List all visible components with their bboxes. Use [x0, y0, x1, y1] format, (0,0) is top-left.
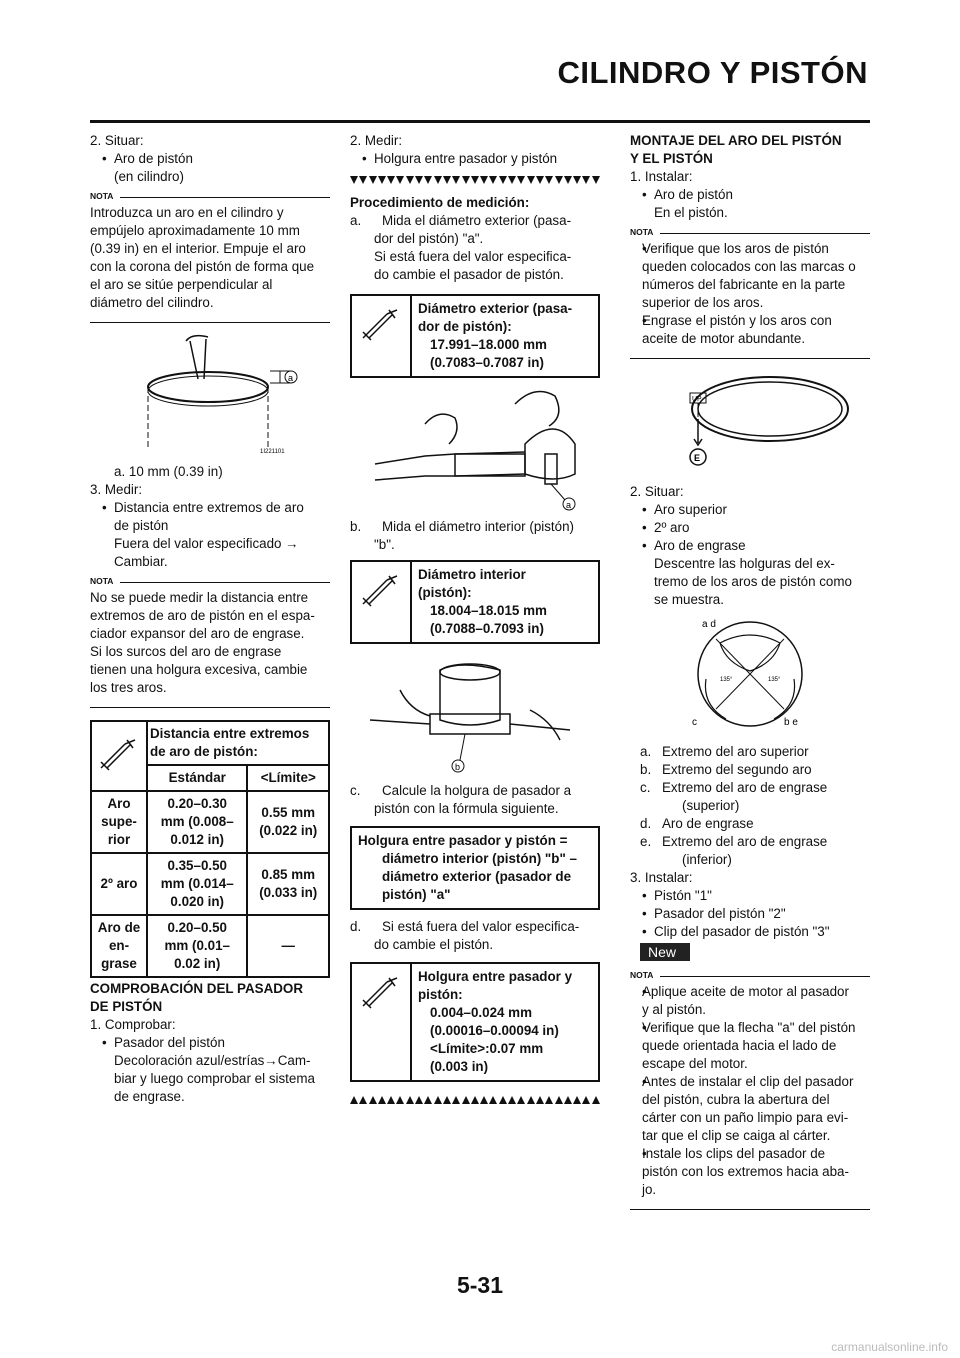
- list-item: • Pasador del pistón: [90, 1034, 330, 1052]
- step-a-cont: do cambie el pasador de pistón.: [374, 267, 564, 282]
- list-item: • Holgura entre pasador y pistón: [350, 150, 600, 168]
- nota-bullet-cont: pistón con los extremos hacia aba-: [642, 1164, 849, 1179]
- nota-bullet: • Aplique aceite de motor al pasador: [630, 983, 870, 1001]
- column-1: [90, 130, 330, 1106]
- step-a: a. Mida el diámetro exterior (pasa-: [350, 213, 572, 228]
- step-a-cont: dor del pistón) "a".: [374, 231, 484, 246]
- list-item: • 2º aro: [630, 519, 870, 537]
- caption-d: d. Aro de engrase: [640, 816, 754, 831]
- step-d: d. Si está fuera del valor especifica-: [350, 919, 580, 934]
- caliper-icon: [97, 736, 141, 772]
- svg-text:135°: 135°: [720, 677, 733, 683]
- list-item: • Distancia entre extremos de aro: [90, 499, 330, 517]
- procedure-title: Procedimiento de medición:: [350, 195, 530, 210]
- nota-bullet-cont: escape del motor.: [642, 1056, 748, 1071]
- nota-header: NOTA: [90, 190, 330, 204]
- nota-rule: [90, 322, 330, 323]
- list-item-cont: Fuera del valor especificado →: [114, 536, 299, 551]
- list-item-cont: Descentre las holguras del ex-: [654, 556, 835, 571]
- table-title: Distancia entre extremos de aro de pistón:: [147, 721, 329, 765]
- list-item-cont: de pistón: [114, 518, 169, 533]
- spec-icon-cell: [91, 721, 147, 791]
- svg-text:135°: 135°: [768, 677, 781, 683]
- svg-text:UP: UP: [692, 396, 702, 403]
- nota-bullet-cont: quede orientada hacia el lado de: [642, 1038, 837, 1053]
- nota-bullet-cont: números del fabricante en la parte: [642, 277, 846, 292]
- page-number: 5-31: [456, 1272, 504, 1298]
- caliper-icon: [359, 572, 403, 608]
- nota-bullet: • Engrase el pistón y los aros con: [630, 312, 870, 330]
- list-item-cont: Cambiar.: [114, 554, 168, 569]
- list-item: • Aro de pistón: [90, 150, 330, 168]
- new-badge: New: [640, 943, 690, 961]
- nota-bullet-cont: y al pistón.: [642, 1002, 707, 1017]
- list-item: • Pasador del pistón "2": [630, 905, 870, 923]
- list-item: • Pistón "1": [630, 887, 870, 905]
- ring-end-gap-table: [90, 720, 330, 978]
- caption-e: e. Extremo del aro de engrase: [640, 834, 828, 849]
- nota-rule: [630, 358, 870, 359]
- spec-box-outer-diameter: Diámetro exterior (pasa- dor de pistón): 17.991–18.000 mm (0.7083–0.7087 in): [350, 294, 600, 378]
- nota-bullet-cont: tar que el clip se caiga al cárter.: [642, 1128, 831, 1143]
- list-item-cont: En el pistón.: [654, 205, 728, 220]
- piston-ring-figure: [650, 367, 850, 477]
- nota-header: NOTA: [630, 226, 870, 240]
- page-title: CILINDRO Y PISTÓN: [557, 55, 868, 90]
- nota-bullet-cont: aceite de motor abundante.: [642, 331, 806, 346]
- caption-a: a. Extremo del aro superior: [640, 744, 809, 759]
- caliper-icon: [359, 306, 403, 342]
- step-1-title: 1. Instalar:: [630, 169, 693, 184]
- step-3-title: 3. Medir:: [90, 482, 143, 497]
- spec-box-inner-diameter: Diámetro interior (pistón): 18.004–18.015 mm (0.7088–0.7093 in): [350, 560, 600, 644]
- ring-gap-orientation-figure: [680, 609, 820, 739]
- procedure-end-marker: [350, 1096, 600, 1106]
- nota-bullet-cont: queden colocados con las marcas o: [642, 259, 856, 274]
- nota-bullet-cont: cárter con un paño limpio para evi-: [642, 1110, 849, 1125]
- svg-text:b e: b e: [784, 717, 798, 728]
- list-item-cont: Decoloración azul/estrías→Cam-: [114, 1053, 311, 1068]
- table-row: 2º aro 0.35–0.50 mm (0.014– 0.020 in) 0.85 mm (0.033 in): [91, 853, 329, 915]
- nota-text: No se puede medir la distancia entre extremos de aro de pistón en el espa- ciador expansor del aro de engrase. Si los surcos del aro de engrase tienen una holgura excesiva, cambie los tres aros.: [90, 590, 315, 695]
- caption-e-cont: (inferior): [682, 852, 732, 867]
- list-item: • Aro de engrase: [630, 537, 870, 555]
- table-row: Aro supe- rior 0.20–0.30 mm (0.008– 0.012 in) 0.55 mm (0.022 in): [91, 791, 329, 853]
- column-2: [350, 130, 600, 1114]
- table-row: Aro de en- grase 0.20–0.50 mm (0.01– 0.02 in) —: [91, 915, 329, 977]
- list-item-cont: de engrase.: [114, 1089, 185, 1104]
- step-b-cont: "b".: [374, 537, 395, 552]
- table-header-std: Estándar: [147, 765, 247, 791]
- figure-code: 1I221101: [260, 449, 285, 455]
- nota-rule: [630, 1209, 870, 1210]
- step-a-cont: Si está fuera del valor especifica-: [374, 249, 572, 264]
- formula-box: Holgura entre pasador y pistón = diámetro interior (pistón) "b" – diámetro exterior (pasador de pistón) "a": [350, 826, 600, 910]
- nota-bullet: • Verifique que los aros de pistón: [630, 240, 870, 258]
- section-heading: MONTAJE DEL ARO DEL PISTÓN Y EL PISTÓN: [630, 133, 842, 166]
- caption-c-cont: (superior): [682, 798, 740, 813]
- svg-text:E: E: [694, 453, 701, 463]
- ring-in-cylinder-figure: [120, 331, 300, 461]
- list-item: • Aro superior: [630, 501, 870, 519]
- caliper-icon: [359, 974, 403, 1010]
- bore-gauge-figure: [360, 650, 590, 780]
- list-item: • Aro de pistón: [630, 186, 870, 204]
- procedure-start-marker: [350, 176, 600, 186]
- caption-b: b. Extremo del segundo aro: [640, 762, 812, 777]
- nota-bullet: • Instale los clips del pasador de: [630, 1145, 870, 1163]
- nota-text: Introduzca un aro en el cilindro y empújelo aproximadamente 10 mm (0.39 in) en el interior. Empuje el aro con la corona del pistón de forma que el aro se sitúe perpendicular al diámetro del cilindro.: [90, 205, 315, 310]
- list-item-cont: se muestra.: [654, 592, 724, 607]
- header-rule: [90, 120, 870, 123]
- step-c-cont: pistón con la fórmula siguiente.: [374, 801, 559, 816]
- caption-c: c. Extremo del aro de engrase: [640, 780, 828, 795]
- list-item-cont: (en cilindro): [114, 169, 184, 184]
- step-3-title: 3. Instalar:: [630, 870, 693, 885]
- step-2-title: 2. Medir:: [350, 133, 403, 148]
- step-c: c. Calcule la holgura de pasador a: [350, 783, 572, 798]
- list-item-cont: biar y luego comprobar el sistema: [114, 1071, 315, 1086]
- step-2-title: 2. Situar:: [90, 133, 144, 148]
- nota-bullet: • Antes de instalar el clip del pasador: [630, 1073, 870, 1091]
- nota-header: NOTA: [630, 969, 870, 983]
- step-b: b. Mida el diámetro interior (pistón): [350, 519, 575, 534]
- step-1-title: 1. Comprobar:: [90, 1017, 176, 1032]
- svg-text:c: c: [692, 717, 697, 728]
- list-item: • Clip del pasador de pistón "3": [630, 923, 870, 941]
- column-3: [630, 130, 870, 1218]
- svg-text:a d: a d: [702, 619, 716, 630]
- svg-text:b: b: [455, 762, 461, 772]
- svg-text:a: a: [288, 373, 294, 383]
- list-item-cont: tremo de los aros de pistón como: [654, 574, 852, 589]
- step-d-cont: do cambie el pistón.: [374, 937, 494, 952]
- step-2-title: 2. Situar:: [630, 484, 684, 499]
- micrometer-figure: [365, 384, 585, 512]
- nota-bullet-cont: jo.: [642, 1182, 657, 1197]
- spec-box-clearance: Holgura entre pasador y pistón: 0.004–0.024 mm (0.00016–0.00094 in) <Límite>:0.07 mm (0.003 in): [350, 962, 600, 1082]
- nota-rule: [90, 707, 330, 708]
- nota-header: NOTA: [90, 575, 330, 589]
- nota-bullet: • Verifique que la flecha "a" del pistón: [630, 1019, 870, 1037]
- nota-bullet-cont: del pistón, cubra la abertura del: [642, 1092, 830, 1107]
- figure-caption: a. 10 mm (0.39 in): [114, 464, 223, 479]
- svg-text:a: a: [566, 500, 572, 510]
- section-heading: COMPROBACIÓN DEL PASADOR DE PISTÓN: [90, 981, 304, 1014]
- watermark: carmanualsonline.info: [831, 1340, 948, 1354]
- nota-bullet-cont: superior de los aros.: [642, 295, 764, 310]
- table-header-lim: <Límite>: [247, 765, 329, 791]
